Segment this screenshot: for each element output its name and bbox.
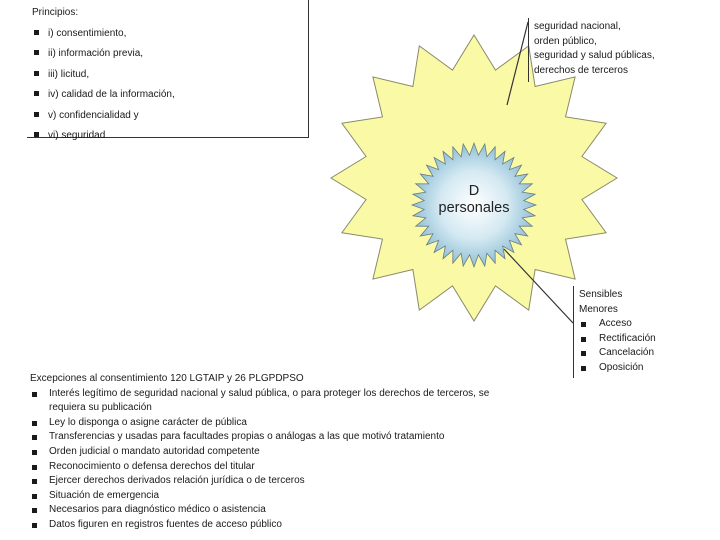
- restrictions-box: [528, 18, 698, 82]
- restriction-line: derechos de terceros: [534, 64, 628, 76]
- exception-item: Necesarios para diagnóstico médico o asistencia: [30, 503, 500, 518]
- exception-item: Ejercer derechos derivados relación jurídica o de terceros: [30, 474, 500, 489]
- arco-right-item: Cancelación: [579, 346, 693, 361]
- exception-item: Reconocimiento o defensa derechos del titular: [30, 460, 500, 475]
- principles-list: [32, 24, 308, 147]
- sensitive-data-box: [573, 286, 693, 378]
- restriction-line: orden público,: [534, 35, 597, 47]
- restriction-line: seguridad nacional,: [534, 21, 621, 32]
- principle-item: iii) licitud,: [32, 65, 308, 86]
- core-label-line2: personales: [438, 200, 510, 216]
- arco-right-item: Oposición: [579, 361, 693, 376]
- principle-item: vi) seguridad: [32, 126, 308, 147]
- principle-item: i) consentimiento,: [32, 24, 308, 45]
- principles-box: [27, 0, 309, 141]
- core-label-line1: D: [468, 183, 480, 199]
- arco-right-item: Acceso: [579, 317, 693, 332]
- principle-item: v) confidencialidad y: [32, 106, 308, 127]
- exception-item: Orden judicial o mandato autoridad competente: [30, 445, 500, 460]
- exception-item: Datos figuren en registros fuentes de acceso público: [30, 518, 500, 533]
- personal-data-label: [422, 183, 526, 217]
- exception-item: Ley lo disponga o asigne carácter de pública: [30, 416, 500, 431]
- sensitive-line: Sensibles: [579, 289, 623, 300]
- exceptions-title: Excepciones al consentimiento 120 LGTAIP y 26 PLGPDPSO: [30, 373, 304, 384]
- exception-item: Situación de emergencia: [30, 489, 500, 504]
- arco-rights-list: [579, 317, 693, 375]
- principle-item: iv) calidad de la información,: [32, 85, 308, 106]
- arco-right-item: Rectificación: [579, 332, 693, 347]
- exception-item: Interés legítimo de seguridad nacional y salud pública, o para proteger los derechos de terceros, se requiera su publicación: [30, 387, 500, 416]
- exception-item: Transferencias y usadas para facultades propias o análogas a las que motivó tratamiento: [30, 430, 500, 445]
- consent-exceptions-box: [30, 372, 500, 533]
- principles-title: Principios:: [32, 7, 79, 18]
- restriction-line: seguridad y salud públicas,: [534, 50, 655, 61]
- principle-item: ii) información previa,: [32, 44, 308, 65]
- exceptions-list: [30, 387, 500, 533]
- sensitive-line: Menores: [579, 303, 618, 315]
